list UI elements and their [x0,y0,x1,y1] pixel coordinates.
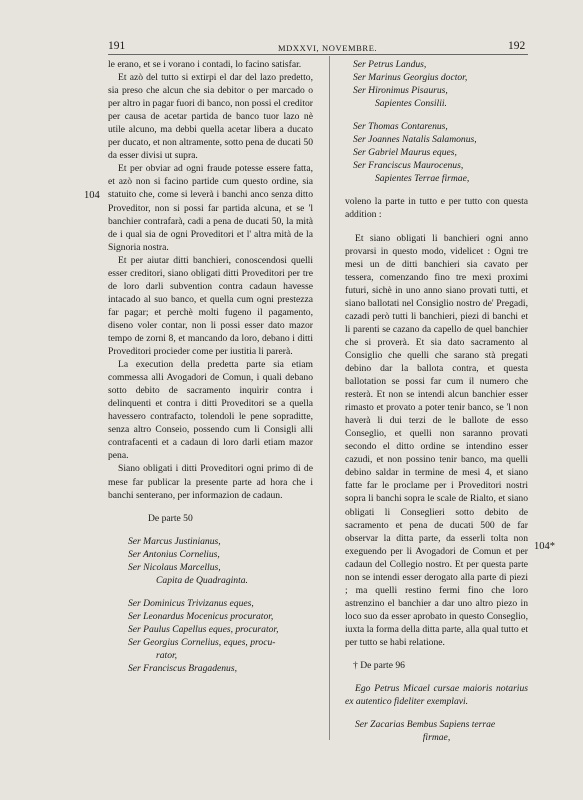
paragraph: Et per obviar ad ogni fraude potesse essere fatta, et azò non si facino partide cum questo ordine, sia statuito che, come si leverà i banchi anco senza ditto Proveditor, non si possi far partida alcuna, et se 'l banchier contrafarà, cadi a pena de ducati 50, la mità de i qual sia de ogni Proveditori et l' altra mità de la Signoria nostra. [108,163,313,253]
signatory: Ser Marinus Georgius doctor, [353,72,468,84]
margin-number-right: 104* [534,541,555,552]
signatory: Ser Leonardus Mocenicus procurator, [128,610,274,622]
column-divider [329,56,330,740]
paragraph: Et siano obligati li banchieri ogni anno provarsi in questo modo, videlicet : Ogni tre mesi un de ditti banchieri sia cavato per tessera, comenzando fino tre mexi proximi futuri, sichè in uno anno siano provati tutti, et siano ballotati nel Consiglio nostro de' Pregadi, cazadi però tutti li banchieri, piezi di banchi et li parenti se cazano da capello de quel banchier che si proverà. Et sia dato sacramento al Consiglio che quelli che sarano stà pregati debino dar la ballota contra, et questa ballotation se possi far cum il numero che resterà. Et non se intendi alcun banchier esser rimasto et provato a poter tenir banco, se 'l non haverà li dui terzi de le ballote de esso Conseglio, et quelli non saranno provati secondo el ditto ordine se intendino esser cazudi, et non possino tenir banco, ma quelli debino saldar in termine de mesi 4, et siano fatte far le proclame per i Proveditori nostri sopra li banchi sopra le scale de Rialto, et siano obligati li Conseglieri sotto debito de sacramento et pena de ducati 500 de far observar la ditta parte, da esserli tolta non exeguendo per li Avogadori de Comun et per cadaun del Collegio nostro. Et per questa parte non se intendi esser derogato alla parte di piezi ; ma quelli restino fermi fino che loro astrenzino el banchier a dar uno altro piezo in loco suo da esser aprobato in questo Conseglio, iuxta la forma della ditta parte, alla qual tutto et per tutto se habi relatione. [345,232,528,648]
page-number-left: 191 [108,40,126,52]
signatory: Ser Franciscus Maurocenus, [353,160,464,172]
paragraph: Siano obligati i ditti Proveditori ogni primo di de mese far publicar la presente parte ad hora che i banchi senterano, per informazion de cadaun. [108,463,313,501]
signatory-cont: firmae, [422,732,451,744]
page-number-right: 192 [508,40,526,52]
vote-line: De parte 50 [148,512,193,524]
signatory: Ser Petrus Landus, [353,59,427,70]
signatory-title: Capita de Quadraginta. [156,574,248,586]
signatory: Ser Georgius Cornelius, eques, procu- [128,636,276,648]
vote-line: † De parte 96 [353,660,405,672]
notary-statement: Ego Petrus Micael cursae maioris notarius ex autentico fideliter exemplavi. [345,683,528,708]
signatory: Ser Joannes Natalis Salamonus, [353,134,477,146]
running-header: MDXXVI, NOVEMBRE. [278,43,378,53]
signatory: Ser Thomas Contarenus, [353,121,448,133]
signatory: Ser Marcus Justinianus, [128,535,221,547]
signatory: Ser Paulus Capellus eques, procurator, [128,623,279,635]
signatory: Ser Hironimus Pisaurus, [353,85,448,97]
paragraph: Et per aiutar ditti banchieri, conoscendosi quelli esser creditori, siano obligati ditti Proveditori per tre de loro darli subvention contra cadaun havesse intacado al suo banco, et quella cum ogni prestezza far pagar; et perchè molti fugeno il pagamento, diseno voler contar, non li possi esser dato mazor tempo de zorni 8, et mancando da loro, debano i ditti Proveditori procieder come per iustitia li parerà. [108,254,313,358]
signatory-cont: rator, [156,650,178,662]
margin-number-left: 104 [84,190,100,201]
signatory: Ser Nicolaus Marcellus, [128,561,221,573]
paragraph: le erano, et se i vorano i contadi, lo facino satisfar. [108,59,302,70]
paragraph: Et azò del tutto si extirpi el dar del lazo predetto, sia preso che alcun che sia debitor o per marcado o per altro in pagar fuori di banco, non possi el creditor per causa de acetar partida de banco tuor lazo nè utile alcuno, ma debbi quella acetar libera a ducato per ducato, et non altramente, sotto pena de ducati 50 da esser divisi ut supra. [108,72,313,162]
paragraph: La execution della predetta parte sia etiam commessa alli Avogadori de Comun, i quali debano sotto debito de sacramento inquirir contra i delinquenti et contra i ditti Proveditori se a quella havessero contrafacto, tolendoli le pene sopraditte, senza altro Conseio, possendo cum li Consigli alli contrafacenti et a cadaun di loro darli etiam mazor pena. [108,359,313,462]
signatory: Ser Antonius Cornelius, [128,548,220,560]
paragraph: voleno la parte in tutto e per tutto con questa addition : [345,196,528,221]
signatory: Ser Franciscus Bragadenus, [128,663,237,675]
right-column [345,58,528,744]
signatory-title: Sapientes Terrae firmae, [375,173,470,185]
header-rule [108,54,528,55]
signatory: Ser Dominicus Trivizanus eques, [128,597,254,609]
left-column [108,58,313,675]
signatory: Ser Gabriel Maurus eques, [353,147,457,159]
signatory: Ser Zacarias Bembus Sapiens terrae [355,719,496,731]
signatory-title: Sapientes Consilii. [375,98,447,110]
